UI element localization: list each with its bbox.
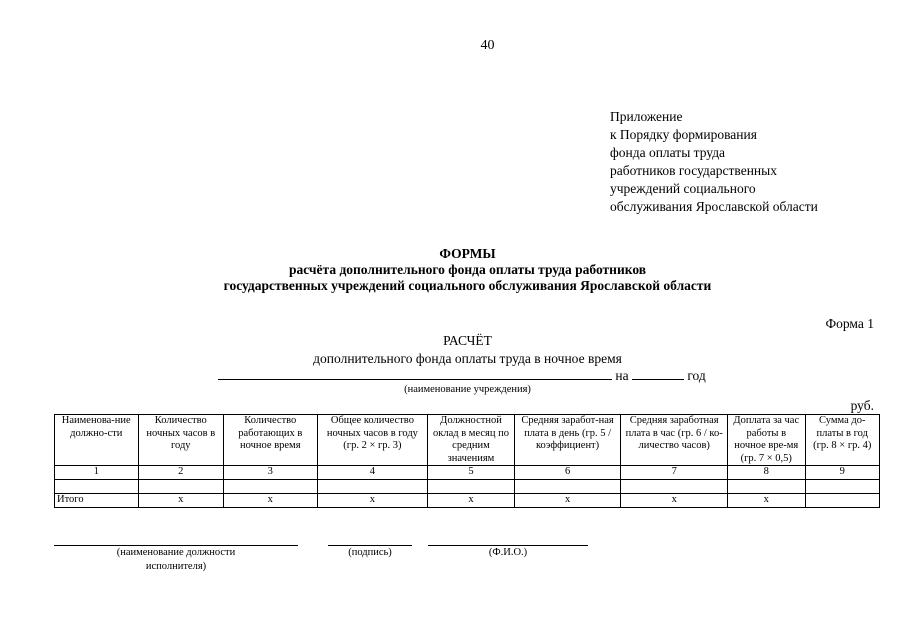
appendix-line: к Порядку формирования bbox=[610, 127, 757, 142]
document-title bbox=[0, 246, 905, 294]
appendix-line: работников государственных bbox=[610, 163, 777, 178]
column-number-row bbox=[55, 466, 880, 480]
header-cell: Средняя заработная плата в час (гр. 6 / ко-личество часов) bbox=[621, 415, 728, 466]
institution-fill-line bbox=[218, 367, 706, 384]
raschet-heading-block bbox=[0, 332, 905, 368]
column-number: 3 bbox=[224, 466, 318, 480]
column-number: 9 bbox=[805, 466, 880, 480]
table-cell bbox=[317, 480, 428, 494]
column-number: 6 bbox=[514, 466, 621, 480]
year-word: год bbox=[687, 368, 706, 383]
fio-caption: (Ф.И.О.) bbox=[488, 547, 528, 558]
header-cell: Количество ночных часов в году bbox=[138, 415, 224, 466]
table-cell bbox=[55, 480, 139, 494]
position-signature-block bbox=[54, 545, 298, 574]
header-cell: Общее количество ночных часов в году (гр. 2 × гр. 3) bbox=[317, 415, 428, 466]
total-cell: х bbox=[728, 494, 805, 508]
total-label: Итого bbox=[55, 494, 139, 508]
page-number: 40 bbox=[480, 38, 495, 53]
table-cell bbox=[138, 480, 224, 494]
header-cell: Средняя заработ-ная плата в день (гр. 5 / коэффициент) bbox=[514, 415, 621, 466]
column-number: 2 bbox=[138, 466, 224, 480]
signature-block bbox=[328, 545, 412, 560]
header-cell: Доплата за час работы в ночное вре-мя (гр. 7 × 0,5) bbox=[728, 415, 805, 466]
table-cell bbox=[428, 480, 515, 494]
total-cell: х bbox=[317, 494, 428, 508]
total-cell: х bbox=[428, 494, 515, 508]
appendix-line: обслуживания Ярославской области bbox=[610, 199, 818, 214]
title-line-2: расчёта дополнительного фонда оплаты труда работников bbox=[288, 262, 647, 277]
total-row bbox=[55, 494, 880, 508]
currency-label: руб. bbox=[850, 398, 874, 413]
raschet-subheading: дополнительного фонда оплаты труда в ночное время bbox=[313, 351, 622, 366]
total-cell: х bbox=[621, 494, 728, 508]
table-cell bbox=[805, 480, 880, 494]
total-cell bbox=[805, 494, 880, 508]
on-word: на bbox=[615, 368, 629, 383]
column-number: 4 bbox=[317, 466, 428, 480]
total-cell: х bbox=[514, 494, 621, 508]
header-cell: Сумма до-платы в год (гр. 8 × гр. 4) bbox=[805, 415, 880, 466]
table-cell bbox=[728, 480, 805, 494]
calculation-table bbox=[54, 414, 880, 508]
column-number: 7 bbox=[621, 466, 728, 480]
table-cell bbox=[514, 480, 621, 494]
raschet-heading: РАСЧЁТ bbox=[443, 333, 492, 348]
column-number: 1 bbox=[55, 466, 139, 480]
total-cell: х bbox=[138, 494, 224, 508]
appendix-line: учреждений социального bbox=[610, 181, 756, 196]
institution-caption: (наименование учреждения) bbox=[404, 384, 531, 395]
table-cell bbox=[224, 480, 318, 494]
year-blank bbox=[632, 367, 684, 380]
position-caption: (наименование должности исполнителя) bbox=[116, 547, 236, 572]
title-line-3: государственных учреждений социального обслуживания Ярославской области bbox=[223, 278, 712, 293]
table-header-row bbox=[55, 415, 880, 466]
header-cell: Должностной оклад в месяц по средним значениям bbox=[428, 415, 515, 466]
appendix-line: Приложение bbox=[610, 109, 683, 124]
column-number: 8 bbox=[728, 466, 805, 480]
header-cell: Количество работающих в ночное время bbox=[224, 415, 318, 466]
column-number: 5 bbox=[428, 466, 515, 480]
table-row bbox=[55, 480, 880, 494]
appendix-line: фонда оплаты труда bbox=[610, 145, 726, 160]
institution-blank bbox=[218, 367, 612, 380]
total-cell: х bbox=[224, 494, 318, 508]
fio-block bbox=[428, 545, 588, 560]
signature-caption: (подпись) bbox=[348, 547, 392, 558]
appendix-note bbox=[610, 108, 818, 216]
header-cell: Наименова-ние должно-сти bbox=[55, 415, 139, 466]
title-line-1: ФОРМЫ bbox=[439, 246, 496, 261]
table-cell bbox=[621, 480, 728, 494]
form-label: Форма 1 bbox=[825, 316, 874, 331]
